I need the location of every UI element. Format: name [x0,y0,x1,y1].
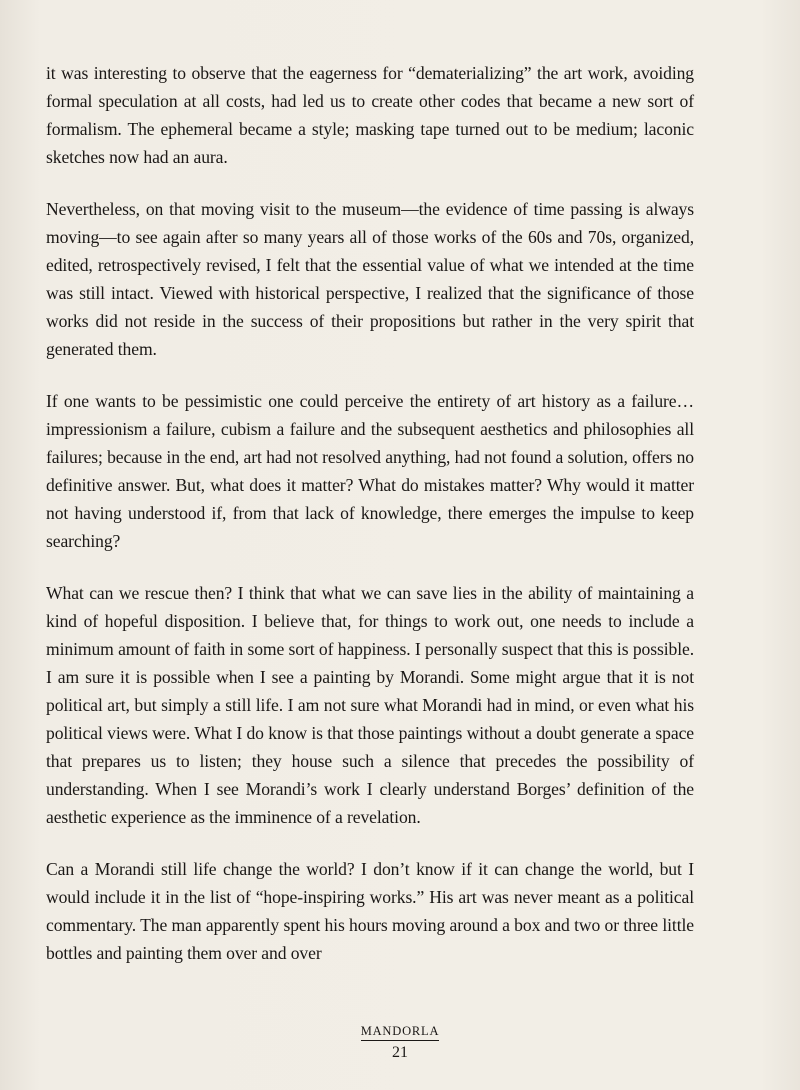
body-text [46,59,694,991]
paragraph-2: Nevertheless, on that moving visit to the museum—the evidence of time passing is always moving—to see again after so many years all of those works of the 60s and 70s, organized, edited, retrospectively revised, I felt that the essential value of what we intended at the time was still intact. Viewed with historical perspective, I realized that the significance of those works did not reside in the success of their propositions but rather in the very spirit that generated them. [46,199,694,359]
paragraph-4: What can we rescue then? I think that what we can save lies in the ability of maintaining a kind of hopeful disposition. I believe that, for things to work out, one needs to include a minimum amount of faith in some sort of happiness. I personally suspect that this is possible. I am sure it is possible when I see a painting by Morandi. Some might argue that it is not political art, but simply a still life. I am not sure what Morandi had in mind, or even what his political views were. What I do know is that those paintings without a doubt generate a space that prepares us to listen; they house such a silence that precedes the possibility of understanding. When I see Morandi’s work I clearly understand Borges’ definition of the aesthetic experience as the imminence of a revelation. [46,583,694,827]
journal-name: MANDORLA [361,1024,440,1041]
running-footer [0,1024,800,1041]
paragraph-1: it was interesting to observe that the eagerness for “dematerializing” the art work, avoiding formal speculation at all costs, had led us to create other codes that became a new sort of formalism. The ephemeral became a style; masking tape turned out to be medium; laconic sketches now had an aura. [46,63,694,167]
paragraph-3: If one wants to be pessimistic one could perceive the entirety of art history as a failure…impressionism a failure, cubism a failure and the subsequent aesthetics and philosophies all failures; because in the end, art had not resolved anything, had not found a solution, offers no definitive answer. But, what does it matter? What do mistakes matter? Why would it matter not having understood if, from that lack of knowledge, there emerges the impulse to keep searching? [46,391,694,551]
paragraph-5: Can a Morandi still life change the world? I don’t know if it can change the world, but I would include it in the list of “hope-inspiring works.” His art was never meant as a political commentary. The man apparently spent his hours moving around a box and two or three little bottles and painting them over and over [46,859,694,963]
page-number: 21 [392,1044,408,1061]
